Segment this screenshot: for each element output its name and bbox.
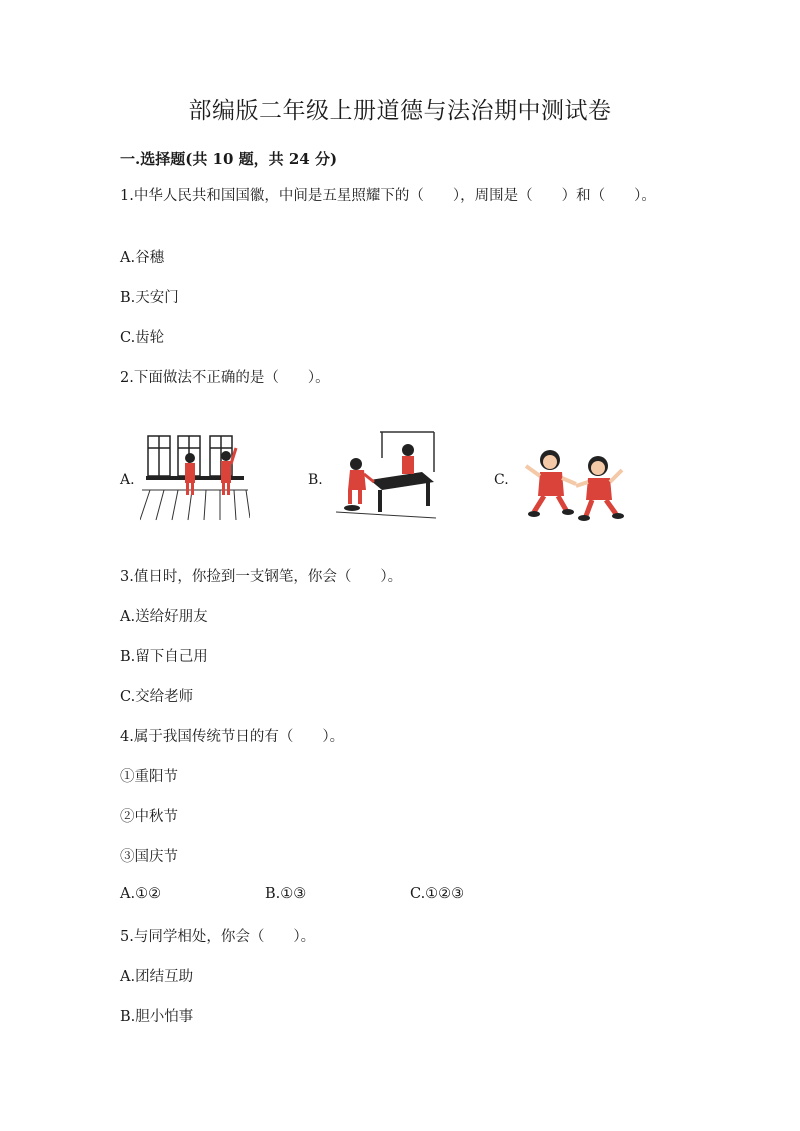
question-4-option-b: B.①③ [265, 886, 307, 902]
question-3-option-a: A.送给好朋友 [120, 609, 208, 625]
question-4-stem: 4.属于我国传统节日的有（ ）。 [120, 729, 345, 745]
question-1-stem: 1.中华人民共和国国徽，中间是五星照耀下的（ ），周围是（ ）和（ ）。 [120, 188, 656, 204]
question-1-option-a: A.谷穗 [120, 250, 165, 266]
question-3-option-c: C.交给老师 [120, 689, 194, 705]
question-4-item-2: ②中秋节 [120, 809, 178, 825]
question-2-image-b [330, 428, 440, 524]
question-5-option-b: B.胆小怕事 [120, 1009, 194, 1025]
question-3-stem: 3.值日时，你捡到一支钢笔，你会（ ）。 [120, 569, 403, 585]
question-2-option-c-label: C. [494, 472, 509, 488]
question-3-option-b: B.留下自己用 [120, 649, 208, 665]
question-2-image-a [140, 430, 250, 522]
page-title: 部编版二年级上册道德与法治期中测试卷 [188, 98, 612, 124]
question-4-option-c: C.①②③ [410, 886, 465, 902]
question-2-stem: 2.下面做法不正确的是（ ）。 [120, 370, 330, 386]
question-1-option-b: B.天安门 [120, 290, 179, 306]
question-4-item-1: ①重阳节 [120, 769, 178, 785]
question-1-option-c: C.齿轮 [120, 330, 165, 346]
section-heading: 一.选择题(共 10 题，共 24 分) [120, 150, 338, 168]
question-4-option-a: A.①② [120, 886, 162, 902]
question-2-image-c [520, 436, 630, 524]
question-4-options [120, 886, 680, 908]
question-5-stem: 5.与同学相处，你会（ ）。 [120, 929, 316, 945]
question-4-item-3: ③国庆节 [120, 849, 178, 865]
question-2-option-b-label: B. [308, 472, 323, 488]
question-5-option-a: A.团结互助 [120, 969, 194, 985]
question-2-option-a-label: A. [120, 472, 135, 488]
